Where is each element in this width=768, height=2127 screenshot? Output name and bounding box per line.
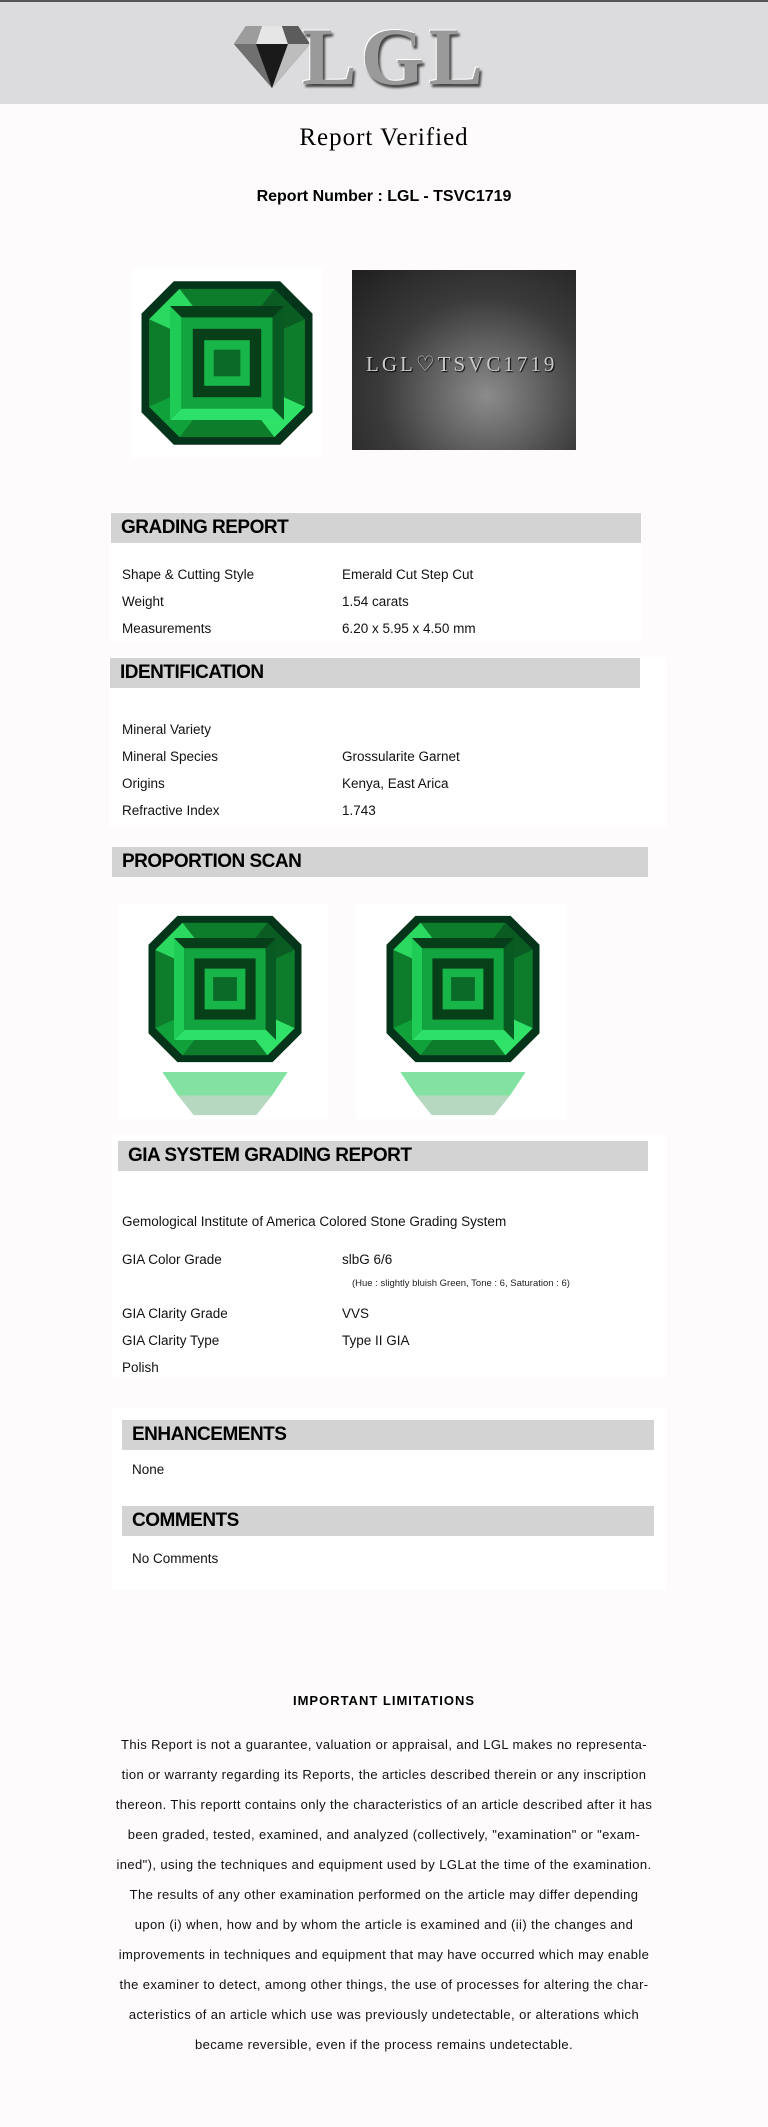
identification-row-label: Origins xyxy=(122,776,165,791)
emerald-gem-image xyxy=(356,904,566,1119)
identification-row-label: Mineral Variety xyxy=(122,722,212,737)
limitations-line: improvements in techniques and equipment that may have occurred which may enable xyxy=(118,1947,650,1962)
report-number: Report Number : LGL - TSVC1719 xyxy=(256,188,512,205)
limitations-line: thereon. This reportt contains only the characteristics of an article described after it has xyxy=(115,1797,653,1812)
identification-row-label: Refractive Index xyxy=(122,803,220,818)
grading-report-heading: GRADING REPORT xyxy=(111,513,641,543)
enhancements-heading: ENHANCEMENTS xyxy=(122,1420,654,1450)
gia-row-label: Polish xyxy=(122,1360,159,1375)
gia-row-label: GIA Clarity Grade xyxy=(122,1306,228,1321)
limitations-line: ined"), using the techniques and equipment used by LGLat the time of the examination. xyxy=(116,1857,652,1872)
limitations-line: became reversible, even if the process remains undetectable. xyxy=(194,2037,574,2052)
gia-row-label: GIA Color Grade xyxy=(122,1252,222,1267)
gem-photo xyxy=(132,268,322,458)
identification-heading: IDENTIFICATION xyxy=(110,658,640,688)
limitations-line: upon (i) when, how and by whom the article is examined and (ii) the changes and xyxy=(134,1917,634,1932)
emerald-gem-image xyxy=(132,268,322,458)
proportion-scan-heading: PROPORTION SCAN xyxy=(112,847,648,877)
gia-heading: GIA SYSTEM GRADING REPORT xyxy=(118,1141,648,1171)
grading-row-value: 6.20 x 5.95 x 4.50 mm xyxy=(342,621,476,636)
limitations-heading: IMPORTANT LIMITATIONS xyxy=(292,1693,476,1708)
limitations-line: acteristics of an article which use was previously undetectable, or alterations which xyxy=(128,2007,640,2022)
identification-row-value: 1.743 xyxy=(342,803,376,818)
logo-text: LGL xyxy=(302,11,488,102)
limitations-line: This Report is not a guarantee, valuation or appraisal, and LGL makes no representa- xyxy=(121,1737,647,1752)
grading-row-value: 1.54 carats xyxy=(342,594,409,609)
page-title: Report Verified xyxy=(299,124,469,151)
identification-row-value: Grossularite Garnet xyxy=(342,749,460,764)
limitations-line: tion or warranty regarding its Reports, the articles described therein or any inscription xyxy=(121,1767,647,1782)
emerald-gem-image xyxy=(118,904,328,1119)
grading-row-label: Measurements xyxy=(122,621,212,636)
proportion-scan-photo-right xyxy=(356,904,566,1119)
gia-row-value: slbG 6/6 xyxy=(342,1252,393,1267)
gia-color-note: (Hue : slightly bluish Green, Tone : 6, Saturation : 6) xyxy=(352,1278,570,1289)
grading-row-label: Shape & Cutting Style xyxy=(122,567,255,582)
inscription-text: LGL♡TSVC1719 xyxy=(366,352,558,376)
enhancements-text: None xyxy=(132,1462,165,1477)
gia-row-value: Type II GIA xyxy=(342,1333,410,1348)
limitations-line: The results of any other examination performed on the article may differ depending xyxy=(129,1887,639,1902)
diamond-icon xyxy=(232,22,312,92)
gia-row-value: VVS xyxy=(342,1306,370,1321)
inscription-photo xyxy=(352,270,576,450)
limitations-line: been graded, tested, examined, and analyzed (collectively, "examination" or "exam- xyxy=(127,1827,641,1842)
header-banner xyxy=(0,0,768,104)
grading-row-value: Emerald Cut Step Cut xyxy=(342,567,474,582)
limitations-line: the examiner to detect, among other things, the use of processes for altering the char- xyxy=(119,1977,649,1992)
identification-row-value: Kenya, East Arica xyxy=(342,776,449,791)
comments-text: No Comments xyxy=(132,1551,219,1566)
identification-row-label: Mineral Species xyxy=(122,749,219,764)
proportion-scan-photo-left xyxy=(118,904,328,1119)
gia-intro: Gemological Institute of America Colored Stone Grading System xyxy=(122,1214,507,1229)
gia-row-label: GIA Clarity Type xyxy=(122,1333,220,1348)
lgl-logo xyxy=(232,11,492,102)
comments-heading: COMMENTS xyxy=(122,1506,654,1536)
grading-row-label: Weight xyxy=(122,594,164,609)
